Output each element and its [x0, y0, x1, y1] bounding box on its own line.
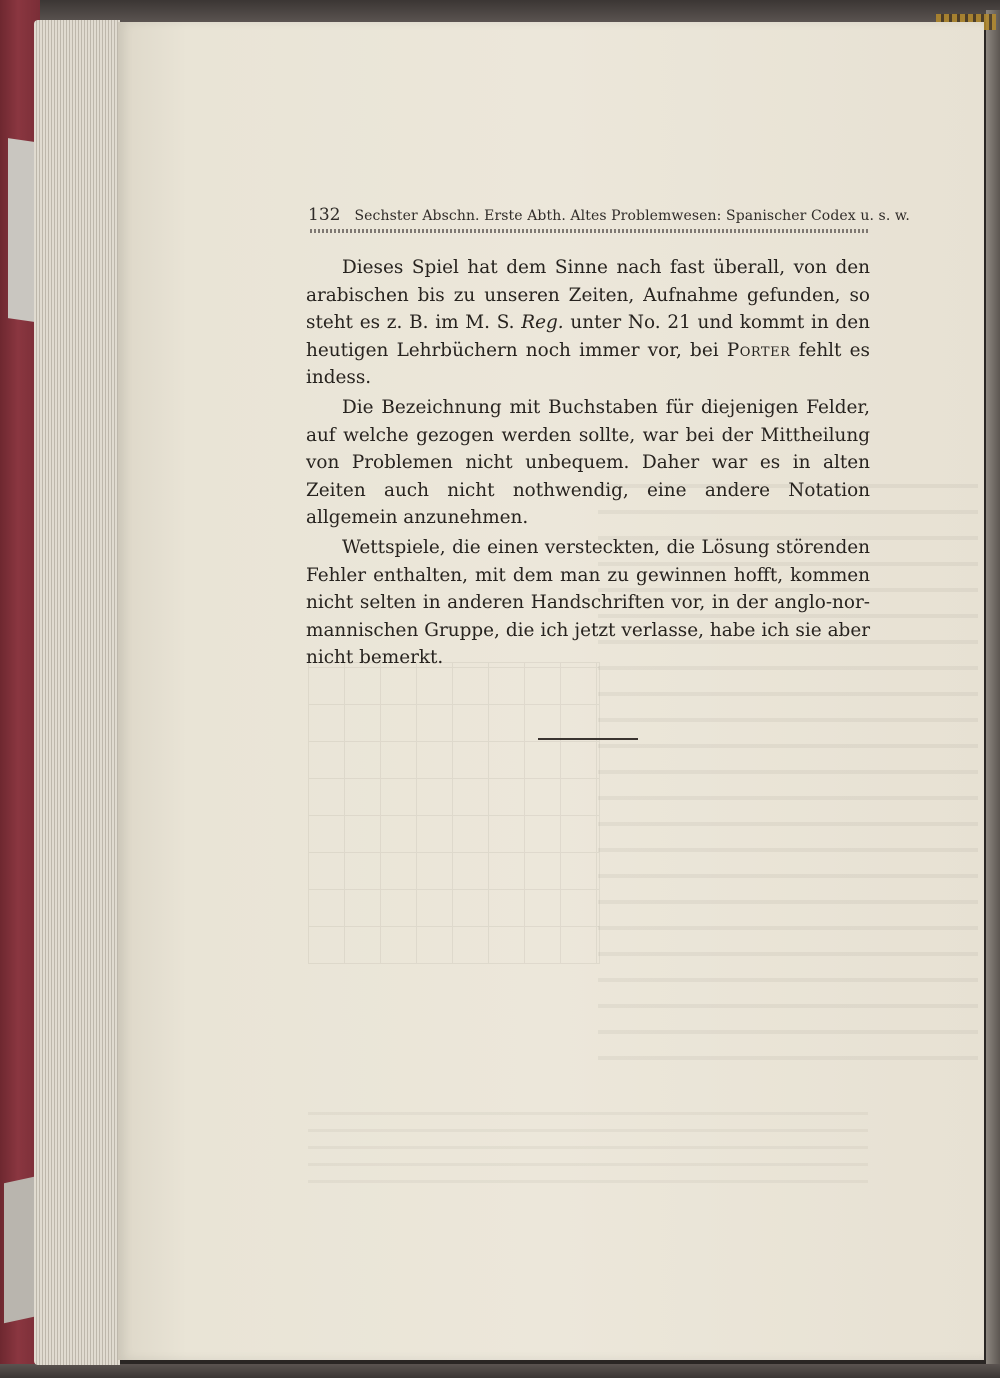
paragraph-3: Wettspiele, die einen versteckten, die Lösung störenden Fehler enthalten, mit dem man zu gewinnen hofft, kommen nicht selten in anderen Handschriften vor, in der anglo-normannischen Gruppe, die ich jetzt verlasse, habe ich sie aber nicht bemerkt.: [306, 536, 870, 669]
running-header: [308, 205, 910, 229]
p1-porter-smallcaps: Porter: [726, 339, 791, 361]
p1-text-a: Dieses Spiel hat dem Sinne nach fast überall, von den arabischen bis zu unseren Zeiten, Aufnahme gefunden, so steht es z. B. im M. S.: [306, 257, 870, 334]
p1-text-c: fehlt es indess.: [306, 339, 870, 389]
header-rule: [310, 229, 870, 233]
book-cover-top-edge: [0, 0, 1000, 22]
p1-reg-italic: Reg.: [521, 312, 564, 334]
running-head-title: Sechster Abschn. Erste Abth. Altes Problemwesen: Spanischer Codex u. s. w.: [354, 208, 910, 224]
worn-cover-patch: [4, 1177, 34, 1323]
book-cover-bottom-edge: [0, 1364, 1000, 1378]
paragraph-1: [306, 254, 870, 392]
worn-cover-patch: [8, 138, 34, 322]
book-page: [118, 22, 984, 1360]
p1-text-b: unter No. 21 und kommt in den heutigen Lehrbüchern noch immer vor, bei: [306, 312, 870, 361]
paragraph-2: Die Bezeichnung mit Buchstaben für diejenigen Felder, auf welche gezogen werden sollte, war bei der Mittheilung von Problemen nicht unbequem. Daher war es in alten Zeiten auch nicht nothwendig, eine andere Notation allgemein anzunehmen.: [306, 396, 870, 529]
book-right-edge: [986, 10, 1000, 1370]
body-text: [306, 254, 870, 674]
bleed-through-diagram: [308, 662, 600, 964]
page-stack-edges: [34, 20, 120, 1365]
section-end-rule: [538, 738, 638, 740]
page-number: 132: [308, 205, 341, 225]
bleed-through-footnote: [308, 1107, 868, 1197]
